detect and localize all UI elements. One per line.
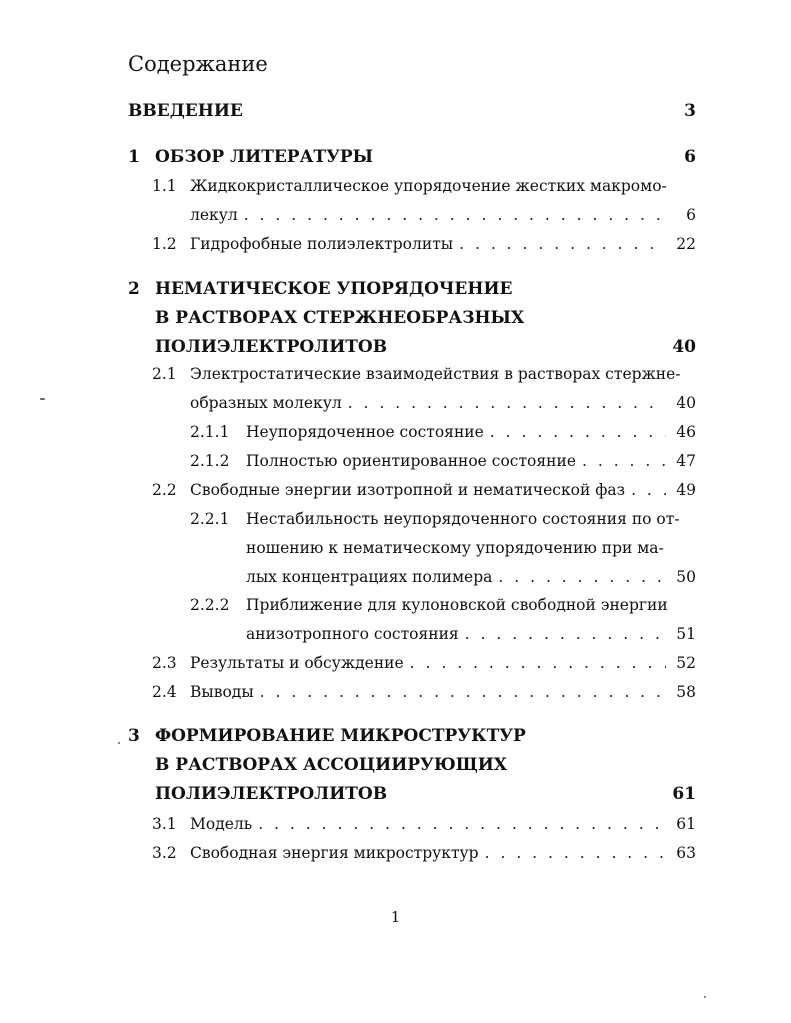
toc-section-1-2 (152, 235, 696, 253)
subsection-number: 2.2.2 (190, 596, 230, 614)
dot-leader (459, 235, 666, 253)
subsection-page: 51 (676, 625, 696, 643)
dot-leader (244, 206, 666, 224)
chapter-page: 40 (672, 337, 696, 357)
toc-entry-intro (128, 101, 696, 121)
toc-subsection-2-1-1 (190, 423, 696, 441)
section-page: 58 (676, 683, 696, 701)
toc-section-3-1 (152, 815, 696, 833)
section-label-line2: образных молекул (190, 394, 342, 412)
toc-section-3-2 (152, 844, 696, 862)
chapter-label-line1: ФОРМИРОВАНИЕ МИКРОСТРУКТУР (155, 726, 526, 746)
dot-leader (631, 481, 666, 499)
subsection-label-line1: Приближение для кулоновской свободной энергии (246, 596, 668, 614)
subsection-label-line2: ношению к нематическому упорядочению при ма- (246, 539, 664, 557)
toc-entry-label: ВВЕДЕНИЕ (128, 101, 243, 121)
subsection-number: 2.1.1 (190, 423, 230, 441)
chapter-label: ОБЗОР ЛИТЕРАТУРЫ (155, 147, 374, 167)
subsection-label-line3: лых концентрациях полимера (246, 568, 493, 586)
section-label: Выводы (190, 683, 254, 701)
chapter-label-line3: ПОЛИЭЛЕКТРОЛИТОВ (155, 784, 388, 804)
scan-speck (118, 742, 120, 744)
toc-chapter-3 (155, 784, 696, 804)
scan-speck (704, 996, 706, 998)
chapter-page: 61 (672, 784, 696, 804)
dot-leader (410, 654, 666, 672)
subsection-page: 50 (676, 568, 696, 586)
section-page: 52 (676, 654, 696, 672)
subsection-number: 2.1.2 (190, 452, 230, 470)
section-label-line2: лекул (190, 206, 238, 224)
page-number: 1 (390, 908, 401, 926)
dot-leader (260, 683, 666, 701)
section-number: 2.4 (152, 683, 177, 701)
subsection-number: 2.2.1 (190, 510, 230, 528)
subsection-label: Неупорядоченное состояние (246, 423, 484, 441)
dot-leader (348, 394, 666, 412)
chapter-label-line2: В РАСТВОРАХ СТЕРЖНЕОБРАЗНЫХ (155, 308, 525, 328)
subsection-page: 46 (676, 423, 696, 441)
toc-section-2-3 (152, 654, 696, 672)
section-page: 6 (686, 206, 696, 224)
toc-section-2-4 (152, 683, 696, 701)
toc-subsection-2-1-2 (190, 452, 696, 470)
toc-entry-page: 3 (684, 101, 696, 121)
subsection-label-line1: Нестабильность неупорядоченного состояния по от- (246, 510, 680, 528)
section-number: 3.1 (152, 815, 177, 833)
toc-subsection-2-2-1 (246, 568, 696, 586)
section-label-line1: Электростатические взаимодействия в растворах стержне- (190, 365, 681, 383)
toc-chapter-2 (155, 337, 696, 357)
chapter-number: 3 (128, 726, 140, 746)
section-number: 2.2 (152, 481, 177, 499)
section-number: 3.2 (152, 844, 177, 862)
toc-section-2-1 (190, 394, 696, 412)
dot-leader (498, 568, 666, 586)
section-number: 2.1 (152, 365, 177, 383)
scan-speck (40, 398, 45, 400)
section-number: 1.1 (152, 177, 177, 195)
section-page: 40 (676, 394, 696, 412)
section-number: 2.3 (152, 654, 177, 672)
section-page: 49 (676, 481, 696, 499)
toc-section-2-2 (152, 481, 696, 499)
section-label: Модель (190, 815, 253, 833)
dot-leader (465, 625, 666, 643)
toc-section-1-1 (190, 206, 696, 224)
section-label: Свободная энергия микроструктур (190, 844, 479, 862)
subsection-label: Полностью ориентированное состояние (246, 452, 576, 470)
toc-chapter-1 (128, 147, 696, 167)
toc-title: Содержание (128, 52, 268, 76)
chapter-number: 2 (128, 279, 140, 299)
subsection-page: 47 (676, 452, 696, 470)
chapter-number: 1 (128, 147, 140, 167)
dot-leader (258, 815, 666, 833)
chapter-label-line3: ПОЛИЭЛЕКТРОЛИТОВ (155, 337, 388, 357)
toc-subsection-2-2-2 (246, 625, 696, 643)
section-label: Результаты и обсуждение (190, 654, 404, 672)
dot-leader (582, 452, 666, 470)
chapter-label-line1: НЕМАТИЧЕСКОЕ УПОРЯДОЧЕНИЕ (155, 279, 513, 299)
dot-leader (485, 844, 666, 862)
chapter-page: 6 (684, 147, 696, 167)
section-page: 63 (676, 844, 696, 862)
dot-leader (490, 423, 666, 441)
section-page: 61 (676, 815, 696, 833)
section-label: Гидрофобные полиэлектролиты (190, 235, 454, 253)
section-page: 22 (676, 235, 696, 253)
section-label: Свободные энергии изотропной и нематической фаз (190, 481, 626, 499)
section-label-line1: Жидкокристаллическое упорядочение жестких макромо- (190, 177, 667, 195)
chapter-label-line2: В РАСТВОРАХ АССОЦИИРУЮЩИХ (155, 755, 507, 775)
subsection-label-line2: анизотропного состояния (246, 625, 459, 643)
section-number: 1.2 (152, 235, 177, 253)
